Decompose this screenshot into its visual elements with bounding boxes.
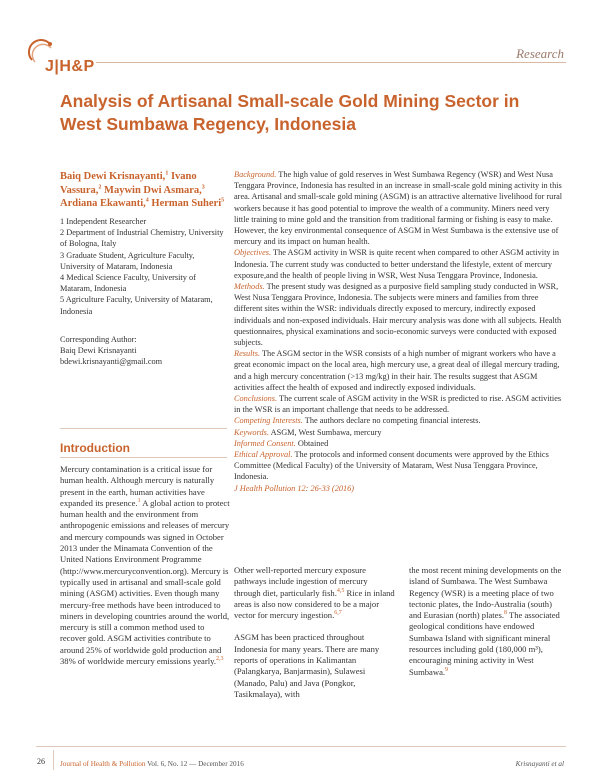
affiliation: 2 Department of Industrial Chemistry, University of Bologna, Italy <box>60 228 224 249</box>
affiliation-list <box>60 216 225 317</box>
affiliation: 3 Graduate Student, Agriculture Faculty, University of Mataram, Indonesia <box>60 250 195 271</box>
paragraph: Other well-reported mercury exposure pathways include ingestion of mercury through diet, particularly fish.$^{4,5}$ Rice in inland areas is also now considered to be a major vector for mercury ingestion.$^{6,7}$ <box>234 565 395 621</box>
author-sup: 2 <box>98 184 102 190</box>
author-list <box>60 170 225 211</box>
journal-name: Journal of Health & Pollution <box>60 760 146 768</box>
author-sup: 1 <box>165 170 169 177</box>
corresponding-name: Baiq Dewi Krisnayanti <box>60 346 137 356</box>
author-name: Herman Suheri <box>148 198 222 209</box>
article-title: Analysis of Artisanal Small-scale Gold Mining Sector in West Sumbawa Regency, Indonesia <box>60 91 520 134</box>
body-column-1 <box>60 464 230 678</box>
section-divider <box>60 428 227 429</box>
abstract-keywords: Keywords. ASGM, West Sumbawa, mercury <box>234 427 382 437</box>
paragraph: the most recent mining developments on the island of Sumbawa. The West Sumbawa Regency (WSR) is a meeting place of two tectonic plates, the Indo-Australia (south) and Eurasian (north) plates.$^8$ The associated geological conditions have endowed Sumbawa Island with significant mineral resources including gold (180,000 m³), encouraging mining activity in West Sumbawa.$^9$ <box>409 565 562 677</box>
journal-volume: Vol. 6, No. 12 — December 2016 <box>145 760 244 768</box>
affiliation: 1 Independent Researcher <box>60 217 147 226</box>
paragraph: ASGM has been practiced throughout Indonesia for many years. There are many reports of operations in Kalimantan (Palangkarya, Banjarmasin), Sulawesi (Manado, Palu) and Java (Pongkor, Tasikmalaya), with <box>234 632 380 699</box>
author-name: Maywin Dwi Asmara, <box>101 184 202 196</box>
logo-text: J|H&P <box>45 58 95 75</box>
corresponding-email[interactable]: bdewi.krisnayanti@gmail.com <box>60 357 163 367</box>
footer-divider <box>53 750 54 770</box>
abstract-methods: Methods. The present study was designed as a purposive field sampling study conducted in WSR, West Nusa Tenggara Province, Indonesia. The subjects were miners and families from three different sites within the WSR: individuals directly exposed to mercury, indirectly exposed individuals and non-exposed individuals. Hair mercury analysis was done with all subjects. Health questionnaires, physical examinations and socio-economic surveys were conducted with exposed subjects. <box>234 282 562 348</box>
running-author: Krisnayanti et al <box>515 760 564 768</box>
abstract-conclusions: Conclusions. The current scale of ASGM activity in the WSR is predicted to rise. ASGM activities in the WSR is an important challenge that needs to be addressed. <box>234 394 562 415</box>
section-divider <box>60 457 227 458</box>
abstract-results: Results. The ASGM sector in the WSR consists of a high number of migrant workers who have a great economic impact on the local area, high mercury use, a great deal of illegal mercury trading, and a high mercury concentration (>13 mg/kg) in their hair. The results suggest that ASGM activities affect the health of exposed and indirectly exposed individuals. <box>234 349 560 392</box>
journal-logo <box>26 38 116 88</box>
journal-footer <box>60 760 244 768</box>
affiliation: 5 Agriculture Faculty, University of Mataram, Indonesia <box>60 295 213 316</box>
body-column-3 <box>409 565 564 689</box>
abstract-ethical-approval: Ethical Approval. The protocols and informed consent documents were approved by the Ethics Committee (Medical Faculty) of the University of Mataram, West Nusa Tenggara Province, Indonesia. <box>234 450 549 482</box>
section-label: Research <box>516 46 564 61</box>
author-sup: 3 <box>201 184 205 190</box>
paragraph: Mercury contamination is a critical issue for human health. Although mercury is naturally present in the earth, human activities have expanded its presence.$^1$ A global action to protect human health and the environment from anthropogenic emissions and releases of mercury and mercury compounds was signed in October 2013 under the Minamata Convention of the United Nations Environment Programme (http://www.mercuryconvention.org). Mercury is typically used in artisanal and small-scale gold mining (ASGM) activities. Even though many mercury-free methods have been introduced to miners in developing countries around the world, mercury is still a common method used to recover gold. ASGM activities contribute to around 25% of worldwide gold production and 38% of worldwide mercury emissions yearly.$^{2,3}$ <box>60 464 230 667</box>
citation: J Health Pollution 12: 26-33 (2016) <box>234 483 355 493</box>
author-name: Baiq Dewi Krisnayanti, <box>60 171 166 182</box>
affiliation: 4 Medical Science Faculty, University of Mataram, Indonesia <box>60 273 196 294</box>
abstract-background: Background. The high value of gold reserves in West Sumbawa Regency (WSR) and West Nusa Tenggara Province, Indonesia has resulted in an increase in small-scale gold mining activity in this area. Artisanal and small-scale gold mining (ASGM) is an attractive alternative livelihood for rural workers because it has good potential to improve the wealth of a community. Miners need very little training to mine gold and the transition from traditional farming or fishing is easy to make. However, the key environmental consequence of ASGM in West Sumbawa is the extensive use of mercury and its impact on human health. <box>234 170 563 247</box>
corresponding-label: Corresponding Author: <box>60 335 137 344</box>
introduction-heading: Introduction <box>60 441 130 455</box>
abstract-informed-consent: Informed Consent. Obtained <box>234 438 329 448</box>
author-sup: 4 <box>145 197 149 204</box>
header-rule <box>96 62 566 63</box>
abstract-objectives: Objectives. The ASGM activity in WSR is quite recent when compared to other ASGM activity in Indonesia. The current study was conducted to better understand the lifestyle, extent of mercury exposure,and the health of people living in WSR, West Nusa Tenggara Province, Indonesia. <box>234 248 560 280</box>
page-number: 26 <box>37 757 45 766</box>
author-name: Ardiana Ekawanti, <box>60 198 146 209</box>
footer-rule <box>36 746 566 747</box>
abstract-competing-interests: Competing Interests. The authors declare no competing financial interests. <box>234 416 481 426</box>
abstract <box>234 169 564 494</box>
body-column-2 <box>234 565 396 711</box>
corresponding-author <box>60 334 230 368</box>
author-sup: 5 <box>221 197 225 204</box>
author-name: Ivano Vassura, <box>60 171 197 196</box>
